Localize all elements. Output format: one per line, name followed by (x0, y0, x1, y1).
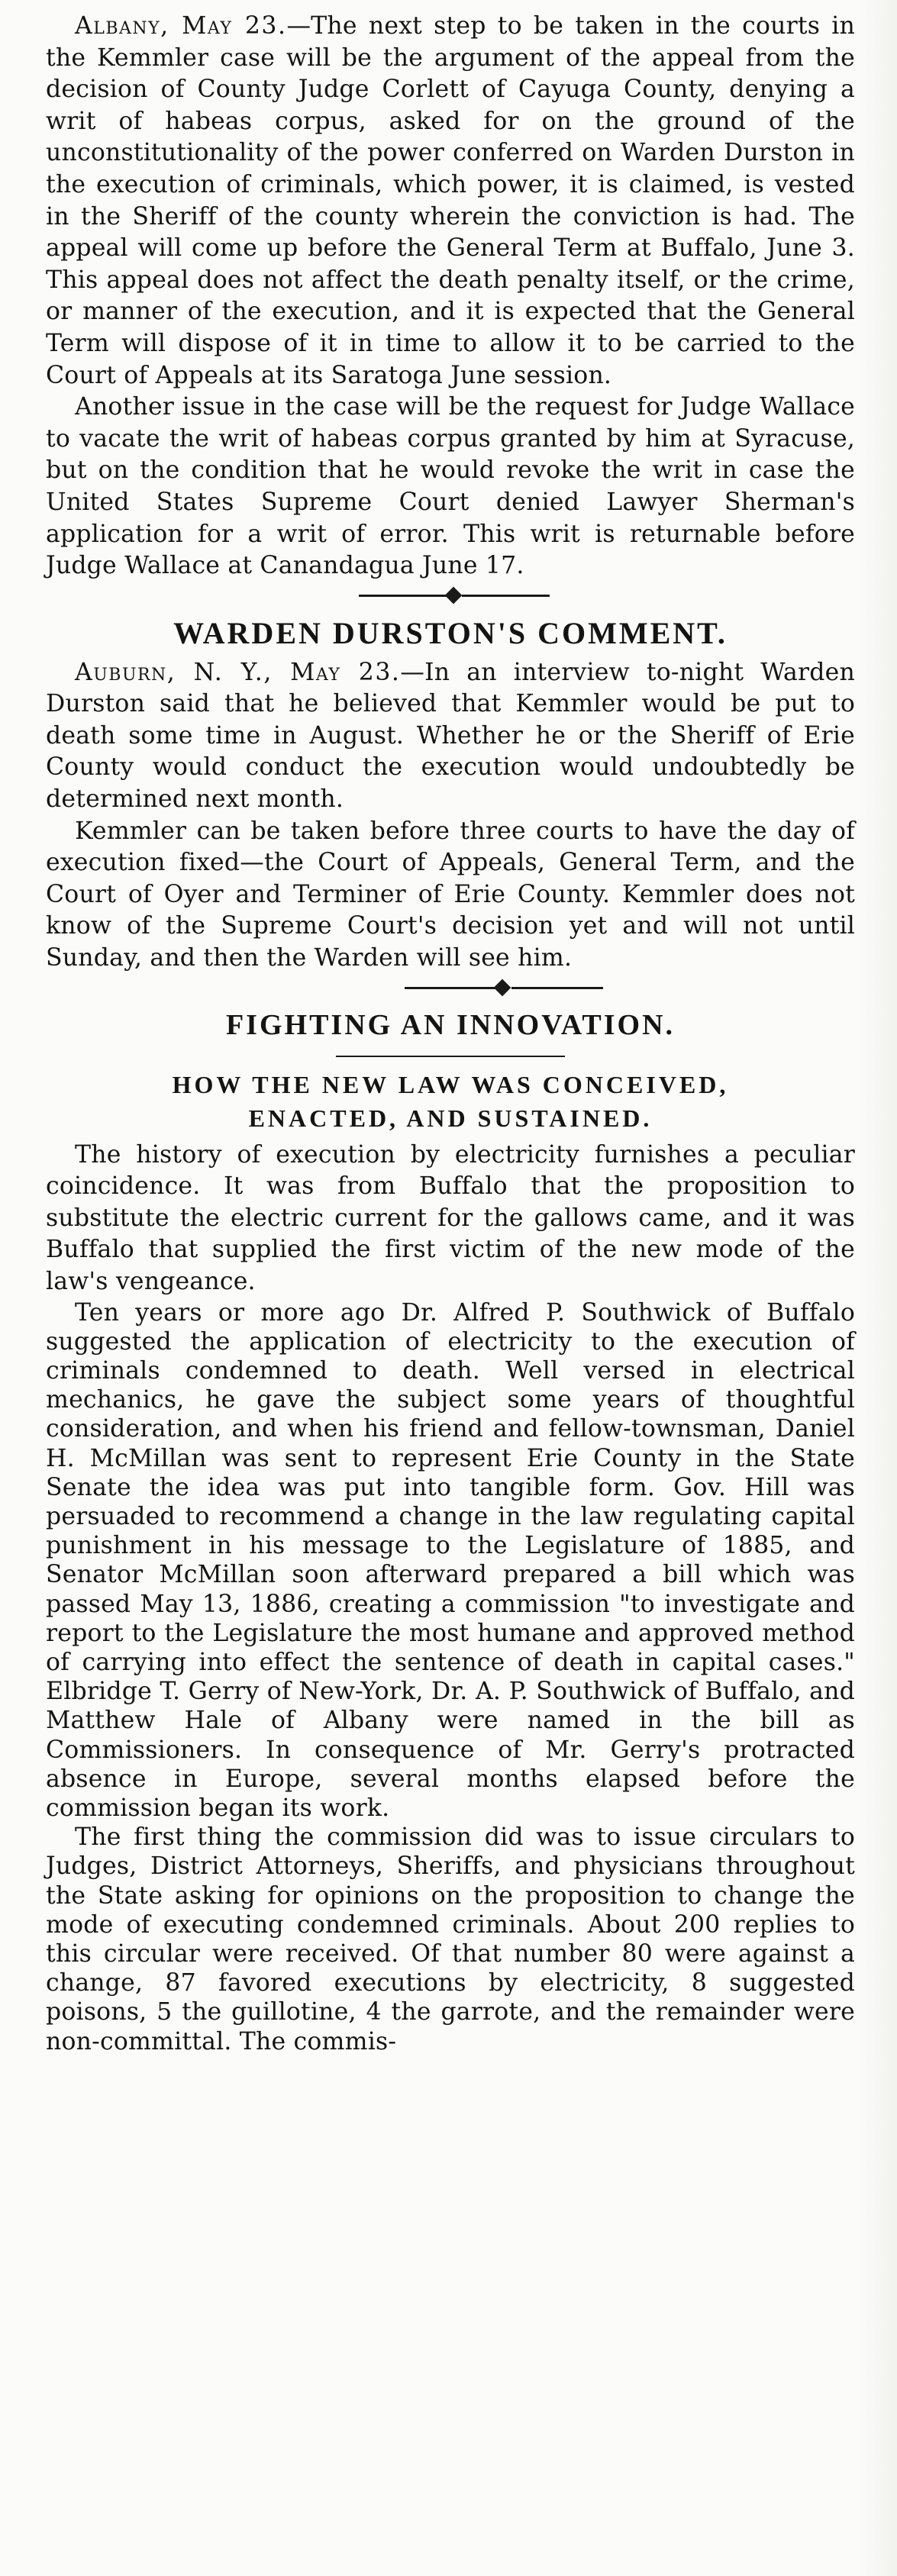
divider-rule-left (359, 595, 447, 597)
dateline-albany: Albany, May 23. (75, 12, 287, 40)
divider-rule-right (511, 987, 603, 989)
subheadline-line-2: ENACTED, AND SUSTAINED. (248, 1104, 653, 1132)
paragraph-text: —In an interview to-night Warden Durston said that he believed that Kemmler would be put to death some time in August. Whether he or the Sheriff of Erie County would conduct the execution would undoubtedly be determined next month. (46, 658, 855, 814)
divider-diamond-ornament (445, 586, 463, 604)
article-paragraph-auburn (46, 657, 855, 816)
divider-rule-left (405, 987, 496, 989)
article-paragraph-albany (46, 11, 855, 392)
section-divider (46, 979, 855, 996)
headline-rule (336, 1056, 565, 1057)
subheadline-line-1: HOW THE NEW LAW WAS CONCEIVED, (172, 1070, 729, 1098)
headline-fighting-innovation: FIGHTING AN INNOVATION. (225, 1008, 676, 1041)
scan-edge-shadow (859, 0, 897, 2576)
article-paragraph-history: The history of execution by electricity furnishes a peculiar coincidence. It was from Buffalo that the proposition to substitute the electric current for the gallows came, and it was Buffalo that supplied the first victim of the new mode of the law's vengeance. (46, 1140, 855, 1295)
article-column (46, 11, 855, 2056)
headline-warden-durston: WARDEN DURSTON'S COMMENT. (173, 615, 728, 650)
article-paragraph-commission: The first thing the commission did was to issue circulars to Judges, District Attorneys, Sheriffs, and physicians throughout the State asking for opinions on the proposition to change the mode of executing condemned criminals. About 200 replies to this circular were received. Of that number 80 were against a change, 87 favored executions by electricity, 8 suggested poisons, 5 the guillotine, 4 the garrote, and the remainder were non-committal. The commis- (46, 1823, 855, 2055)
divider-rule-right (462, 595, 550, 597)
paragraph-text: —The next step to be taken in the courts in the Kemmler case will be the argument of the appeal from the decision of County Judge Corlett of Cayuga County, denying a writ of habeas corpus, asked for on the ground of the unconstitutionality of the power conferred on Warden Durston in the execution of criminals, which power, it is claimed, is vested in the Sheriff of the county wherein the conviction is had. The appeal will come up before the General Term at Buffalo, June 3. This appeal does not affect the death penalty itself, or the crime, or manner of the execution, and it is expected that the General Term will dispose of it in time to allow it to be carried to the Court of Appeals at its Saratoga June session. (46, 12, 856, 389)
article-paragraph-courts: Kemmler can be taken before three courts to have the day of execution fixed—the Court of Appeals, General Term, and the Court of Oyer and Terminer of Erie County. Kemmler does not know of the Supreme Court's decision yet and will not until Sunday, and then the Warden will see him. (46, 817, 855, 972)
article-paragraph-wallace: Another issue in the case will be the request for Judge Wallace to vacate the writ of habeas corpus granted by him at Syracuse, but on the condition that he would revoke the writ in case the United States Supreme Court denied Lawyer Sherman's application for a writ of error. This writ is returnable before Judge Wallace at Canandagua June 17. (46, 393, 855, 580)
section-divider (46, 587, 855, 604)
dateline-auburn: Auburn, N. Y., May 23. (75, 658, 401, 686)
article-paragraph-southwick: Ten years or more ago Dr. Alfred P. Southwick of Buffalo suggested the application of electricity to the execution of criminals condemned to death. Well versed in electrical mechanics, he gave the subject some years of thoughtful consideration, and when his friend and fellow-townsman, Daniel H. McMillan was sent to represent Erie County in the State Senate the idea was put into tangible form. Gov. Hill was persuaded to recommend a change in the law regulating capital punishment in his message to the Legislature of 1885, and Senator McMillan soon afterward prepared a bill which was passed May 13, 1886, creating a commission "to investigate and report to the Legislature the most humane and approved method of carrying into effect the sentence of death in capital cases." Elbridge T. Gerry of New-York, Dr. A. P. Southwick of Buffalo, and Matthew Hale of Albany were named in the bill as Commissioners. In consequence of Mr. Gerry's protracted absence in Europe, several months elapsed before the commission began its work. (46, 1298, 855, 1823)
divider-diamond-ornament (494, 978, 511, 996)
